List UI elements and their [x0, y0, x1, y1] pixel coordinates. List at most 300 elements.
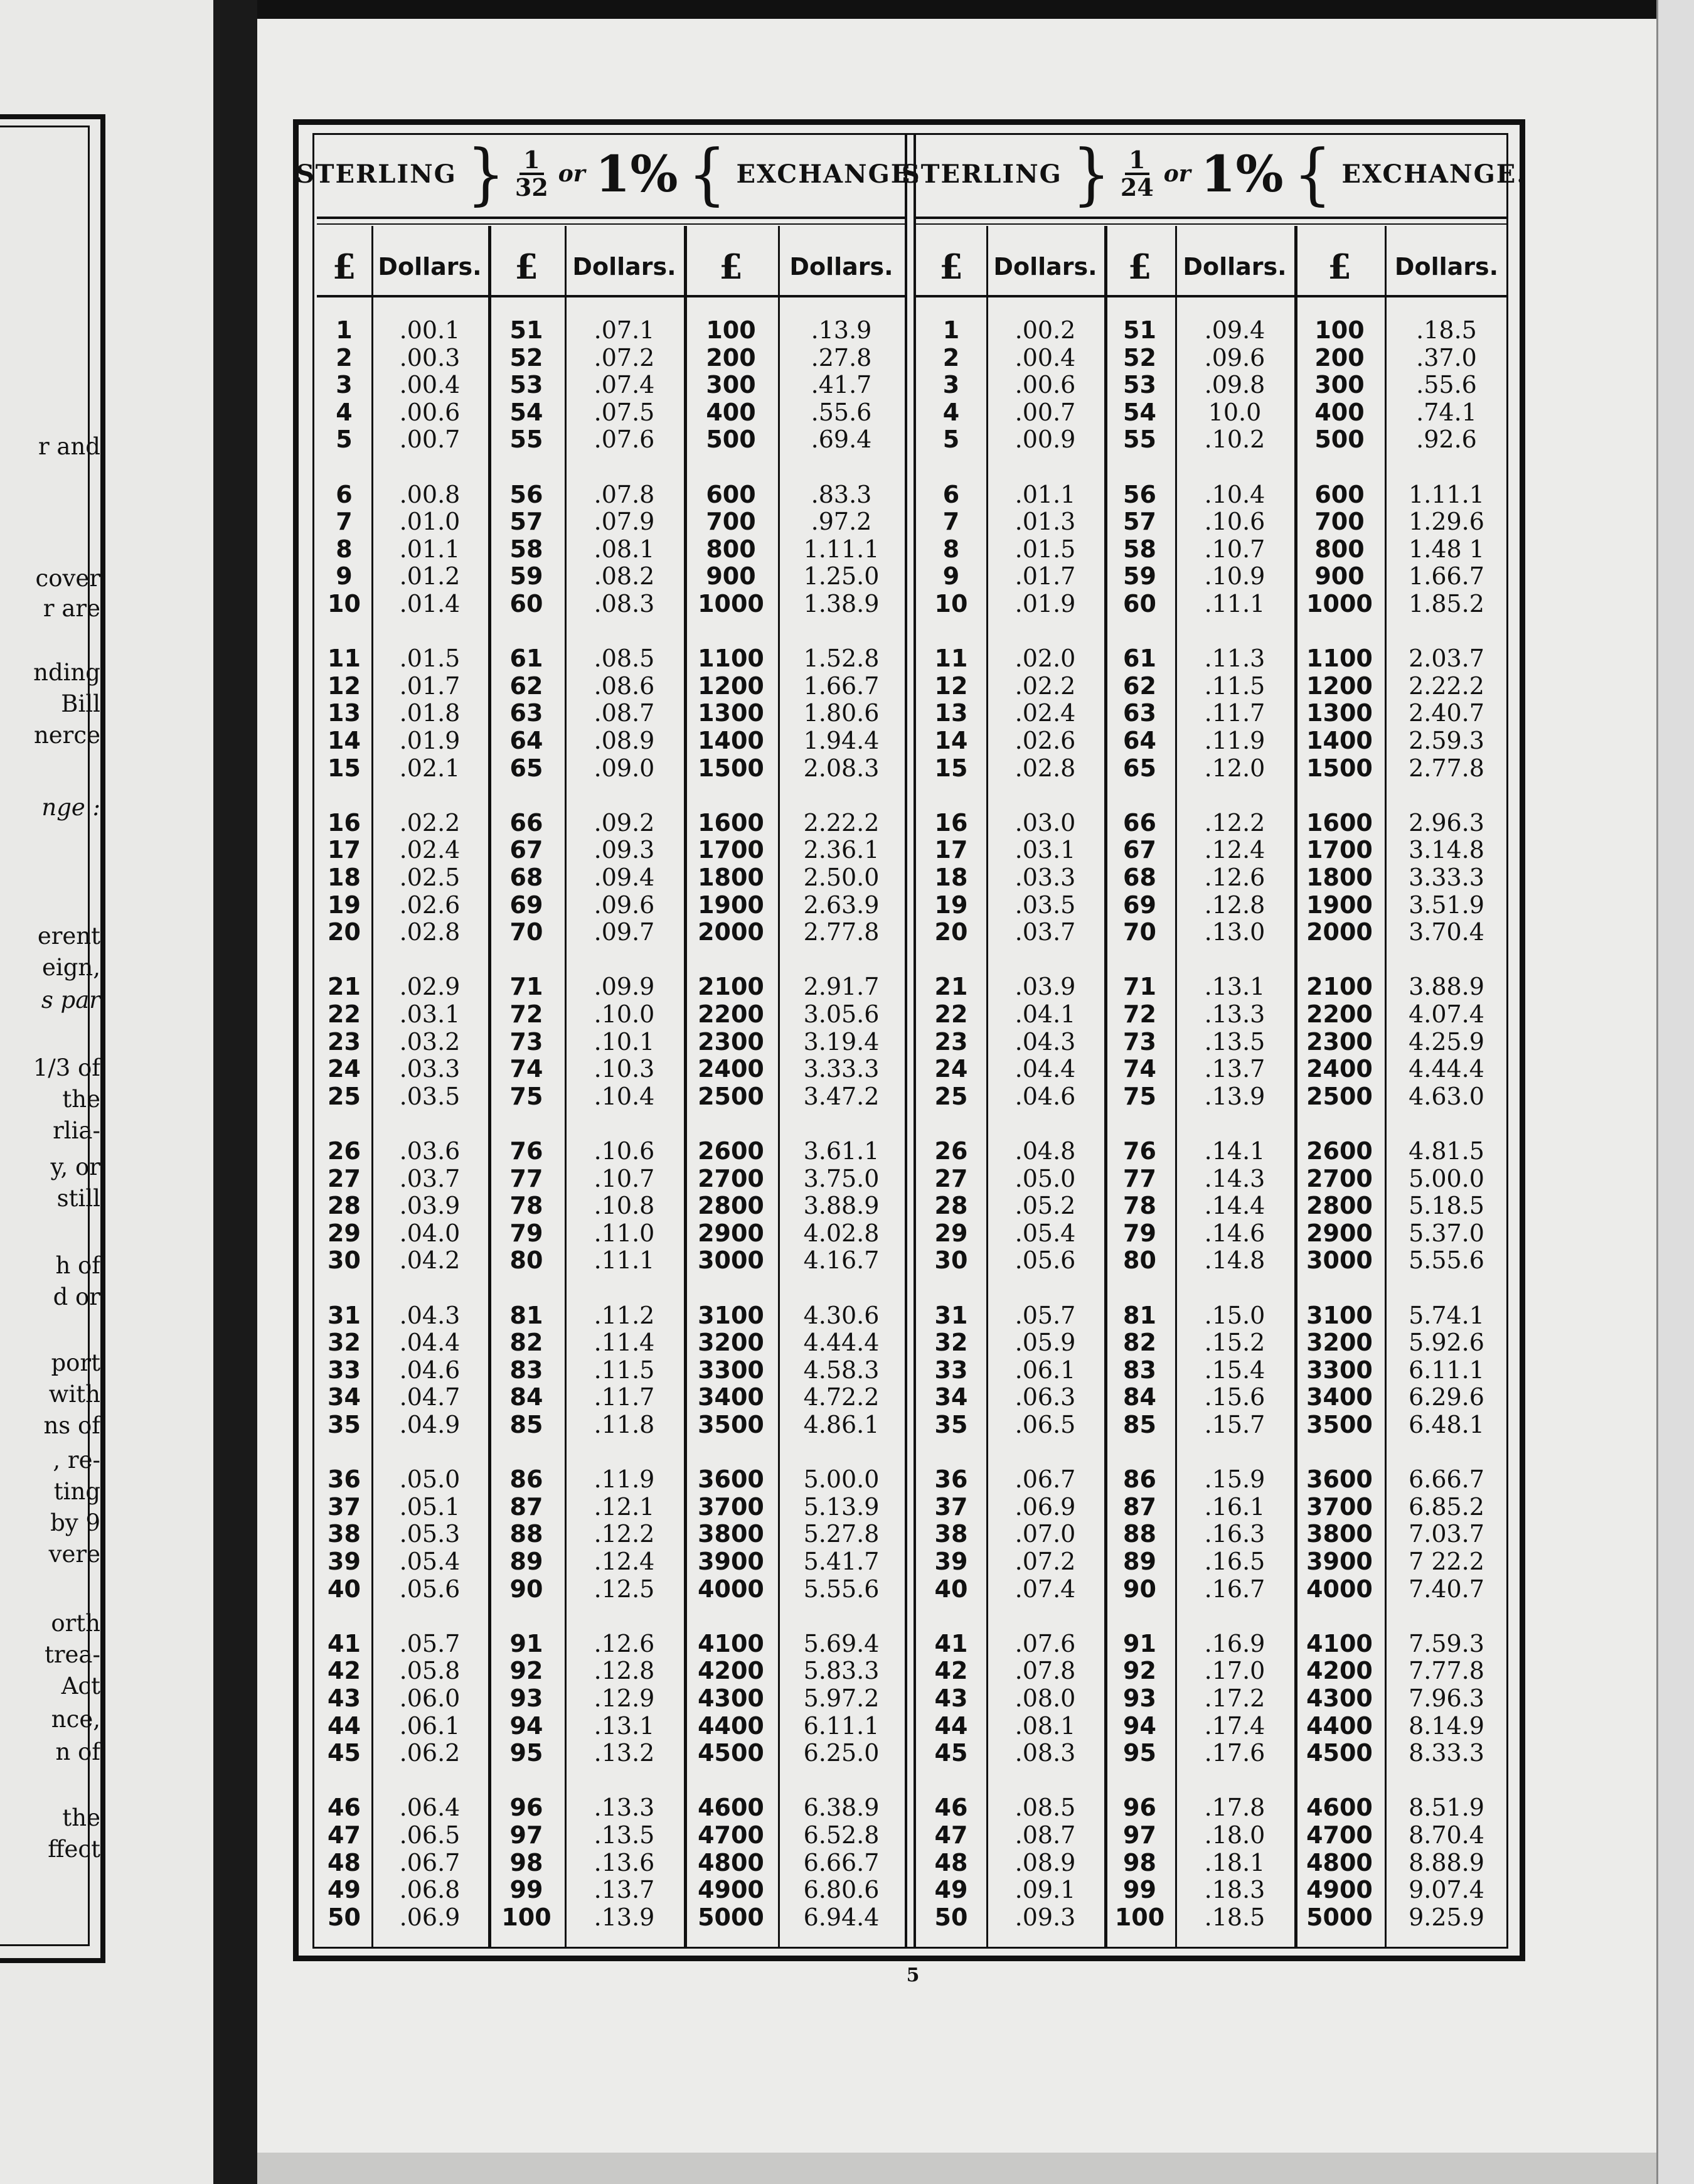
- pounds-cell: 1300: [698, 699, 764, 727]
- pounds-cell: 1600: [698, 808, 764, 837]
- pounds-cell: 36: [328, 1465, 361, 1494]
- pounds-cell: 49: [934, 1876, 968, 1904]
- pounds-cell: 39: [328, 1548, 361, 1575]
- pounds-cell: 2500: [698, 1082, 764, 1110]
- dollars-cell: .06.7: [399, 1848, 461, 1876]
- pounds-cell: 2800: [1306, 1192, 1373, 1220]
- pounds-cell: 2700: [1306, 1164, 1373, 1192]
- pounds-cell: 81: [509, 1301, 543, 1329]
- dollars-cell: 1.66.7: [803, 672, 880, 700]
- dollars-cell: .01.5: [399, 645, 461, 673]
- dollars-cell: .02.6: [399, 891, 461, 919]
- dollars-cell: 6.25.0: [803, 1739, 880, 1767]
- dollars-cell: .09.6: [1204, 343, 1265, 372]
- dollars-cell: .04.6: [1015, 1082, 1076, 1110]
- dollars-cell: .06.5: [399, 1821, 461, 1849]
- dollars-cell: .01.3: [1015, 508, 1076, 536]
- dollars-cell: 4.16.7: [803, 1246, 880, 1275]
- pounds-cell: 18: [934, 864, 968, 891]
- dollars-cell: .17.4: [1204, 1711, 1265, 1740]
- pounds-cell: 94: [1123, 1711, 1156, 1740]
- dollars-cell: .08.1: [1015, 1711, 1076, 1740]
- pounds-cell: 35: [934, 1411, 968, 1438]
- dollars-cell: .15.4: [1204, 1356, 1265, 1384]
- dollars-cell: .07.1: [594, 316, 655, 344]
- dollars-cell: .00.9: [1015, 426, 1076, 454]
- pounds-cell: 89: [1123, 1548, 1156, 1575]
- pounds-cell: 86: [509, 1465, 543, 1494]
- dollars-cell: 8.51.9: [1409, 1794, 1484, 1822]
- pounds-cell: 4600: [698, 1794, 764, 1822]
- column-header-pounds: £: [332, 247, 356, 287]
- pounds-cell: 200: [1314, 343, 1365, 372]
- left-page-text-line: nding: [33, 659, 100, 686]
- pounds-cell: 75: [1123, 1082, 1156, 1110]
- pounds-cell: 59: [509, 562, 543, 591]
- pounds-cell: 87: [509, 1492, 543, 1521]
- dollars-cell: .07.6: [594, 426, 655, 454]
- pounds-cell: 2500: [1306, 1082, 1373, 1110]
- pounds-cell: 1500: [1306, 754, 1373, 782]
- dollars-cell: 6.52.8: [803, 1821, 880, 1849]
- pounds-cell: 2400: [1306, 1055, 1373, 1083]
- left-page-text-line: cover: [35, 565, 100, 592]
- pounds-cell: 19: [328, 891, 361, 919]
- pounds-cell: 600: [1314, 480, 1365, 508]
- pounds-cell: 1000: [1306, 590, 1373, 618]
- dollars-cell: .13.1: [594, 1711, 655, 1740]
- pounds-cell: 82: [1123, 1329, 1156, 1357]
- dollars-cell: .07.2: [594, 343, 655, 372]
- pounds-cell: 6: [336, 480, 353, 508]
- brace-open: {: [1293, 135, 1332, 213]
- pounds-cell: 3400: [1306, 1383, 1373, 1411]
- pounds-cell: 93: [1123, 1684, 1156, 1712]
- pounds-cell: 97: [509, 1821, 543, 1849]
- dollars-cell: .11.7: [594, 1383, 655, 1411]
- dollars-cell: .03.5: [1015, 891, 1076, 919]
- pounds-cell: 800: [1314, 535, 1365, 563]
- pounds-cell: 28: [934, 1192, 968, 1220]
- column-header-dollars: Dollars.: [378, 253, 482, 281]
- dollars-cell: .02.2: [399, 808, 461, 837]
- dollars-cell: .09.0: [594, 754, 655, 782]
- pounds-cell: 2000: [698, 918, 764, 946]
- pounds-cell: 4000: [1306, 1575, 1373, 1603]
- dollars-cell: 2.03.7: [1409, 645, 1484, 673]
- dollars-cell: .08.2: [594, 562, 655, 591]
- pounds-cell: 4500: [1306, 1739, 1373, 1767]
- dollars-cell: 6.80.6: [803, 1876, 880, 1904]
- dollars-cell: 1.11.1: [1409, 480, 1484, 508]
- dollars-cell: 5.69.4: [803, 1629, 880, 1657]
- pounds-cell: 54: [509, 398, 543, 426]
- header-percent: [595, 144, 678, 203]
- dollars-cell: .04.2: [399, 1246, 461, 1275]
- pounds-cell: 4000: [698, 1575, 764, 1603]
- dollars-cell: .14.8: [1204, 1246, 1265, 1275]
- dollars-cell: .09.3: [594, 836, 655, 864]
- pounds-cell: 24: [934, 1055, 968, 1083]
- pounds-cell: 43: [934, 1684, 968, 1712]
- fraction-denominator: 32: [514, 173, 548, 201]
- pounds-cell: 700: [706, 508, 756, 536]
- dollars-cell: .09.8: [1204, 371, 1265, 399]
- dollars-cell: .11.7: [1204, 699, 1265, 727]
- left-page-text-line: eign,: [41, 954, 100, 981]
- left-page-text-line: n of: [55, 1738, 100, 1765]
- pounds-cell: 23: [934, 1027, 968, 1056]
- dollars-cell: .18.5: [1204, 1903, 1265, 1931]
- pounds-cell: 4500: [698, 1739, 764, 1767]
- dollars-cell: .13.3: [1204, 1000, 1265, 1028]
- dollars-cell: 6.38.9: [803, 1794, 880, 1822]
- pounds-cell: 61: [1123, 645, 1156, 673]
- dollars-cell: .02.6: [1015, 727, 1076, 754]
- dollars-cell: .01.2: [399, 562, 461, 591]
- dollars-cell: .08.7: [1015, 1821, 1076, 1849]
- pounds-cell: 100: [1314, 316, 1365, 344]
- pounds-cell: 96: [509, 1794, 543, 1822]
- dollars-cell: 2.08.3: [803, 754, 880, 782]
- brace-close: }: [1072, 135, 1111, 213]
- dollars-cell: .04.0: [399, 1219, 461, 1247]
- dollars-cell: 2.77.8: [803, 918, 880, 946]
- dollars-cell: .06.9: [1015, 1492, 1076, 1521]
- dollars-cell: .09.4: [1204, 316, 1265, 344]
- pounds-cell: 21: [934, 973, 968, 1001]
- right-table-header: [901, 133, 1527, 215]
- pounds-cell: 24: [328, 1055, 361, 1083]
- pounds-cell: 3800: [698, 1520, 764, 1548]
- dollars-cell: .10.4: [594, 1082, 655, 1110]
- dollars-cell: .06.1: [1015, 1356, 1076, 1384]
- dollars-cell: .10.1: [594, 1027, 655, 1056]
- pounds-cell: 3300: [1306, 1356, 1373, 1384]
- dollars-cell: .05.6: [1015, 1246, 1076, 1275]
- dollars-cell: .05.4: [1015, 1219, 1076, 1247]
- pounds-cell: 70: [509, 918, 543, 946]
- pounds-cell: 4600: [1306, 1794, 1373, 1822]
- dollars-cell: 4.72.2: [803, 1383, 880, 1411]
- dollars-cell: 5.55.6: [803, 1575, 880, 1603]
- dollars-cell: .12.0: [1204, 754, 1265, 782]
- dollars-cell: .02.2: [1015, 672, 1076, 700]
- pounds-cell: 78: [509, 1192, 543, 1220]
- dollars-cell: .08.6: [594, 672, 655, 700]
- pounds-cell: 32: [328, 1329, 361, 1357]
- dollars-cell: .13.9: [1204, 1082, 1265, 1110]
- dollars-cell: .18.3: [1204, 1876, 1265, 1904]
- dollars-cell: 1.66.7: [1409, 562, 1484, 591]
- dollars-cell: .06.7: [1015, 1465, 1076, 1494]
- pounds-cell: 27: [934, 1164, 968, 1192]
- pounds-cell: 3700: [698, 1492, 764, 1521]
- dollars-cell: .02.5: [399, 864, 461, 891]
- pounds-cell: 91: [1123, 1629, 1156, 1657]
- dollars-cell: .14.4: [1204, 1192, 1265, 1220]
- dollars-cell: .00.2: [1015, 316, 1076, 344]
- pounds-cell: 37: [934, 1492, 968, 1521]
- dollars-cell: .04.1: [1015, 1000, 1076, 1028]
- pounds-cell: 64: [509, 727, 543, 754]
- left-page-text-line: vere: [48, 1541, 100, 1568]
- pounds-cell: 10: [328, 590, 361, 618]
- dollars-cell: 1.48 1: [1409, 535, 1484, 563]
- pounds-cell: 63: [509, 699, 543, 727]
- dollars-cell: .10.7: [594, 1164, 655, 1192]
- pounds-cell: 79: [509, 1219, 543, 1247]
- pounds-cell: 400: [1314, 398, 1365, 426]
- dollars-cell: .12.1: [594, 1492, 655, 1521]
- left-page-text-line: ting: [53, 1478, 100, 1505]
- pounds-cell: 11: [328, 645, 361, 673]
- dollars-cell: .08.0: [1015, 1684, 1076, 1712]
- dollars-cell: .04.6: [399, 1356, 461, 1384]
- pounds-cell: 93: [509, 1684, 543, 1712]
- pounds-cell: 4900: [698, 1876, 764, 1904]
- dollars-cell: 2.63.9: [803, 891, 880, 919]
- pounds-cell: 3700: [1306, 1492, 1373, 1521]
- pounds-cell: 5000: [1306, 1903, 1373, 1931]
- pounds-cell: 72: [509, 1000, 543, 1028]
- pounds-cell: 12: [934, 672, 968, 700]
- dollars-cell: .11.8: [594, 1411, 655, 1438]
- pounds-cell: 700: [1314, 508, 1365, 536]
- horizontal-rule: [916, 217, 1508, 219]
- dollars-cell: .12.2: [594, 1520, 655, 1548]
- pounds-cell: 2100: [698, 973, 764, 1001]
- pounds-cell: 3800: [1306, 1520, 1373, 1548]
- pounds-cell: 3500: [1306, 1411, 1373, 1438]
- horizontal-rule: [916, 223, 1508, 225]
- dollars-cell: .16.5: [1204, 1548, 1265, 1575]
- left-page-text-line: Bill: [61, 690, 100, 717]
- pounds-cell: 2600: [1306, 1137, 1373, 1165]
- pounds-cell: 83: [1123, 1356, 1156, 1384]
- dollars-cell: .00.6: [1015, 371, 1076, 399]
- dollars-cell: 8.14.9: [1409, 1711, 1484, 1740]
- pounds-cell: 2200: [1306, 1000, 1373, 1028]
- pounds-cell: 1000: [698, 590, 764, 618]
- left-page-text-line: port: [51, 1349, 100, 1376]
- dollars-cell: .02.8: [399, 918, 461, 946]
- pounds-cell: 61: [509, 645, 543, 673]
- dollars-cell: 1.85.2: [1409, 590, 1484, 618]
- dollars-cell: .12.5: [594, 1575, 655, 1603]
- left-page-text-line: , re-: [53, 1447, 100, 1474]
- pounds-cell: 900: [1314, 562, 1365, 591]
- dollars-cell: .17.6: [1204, 1739, 1265, 1767]
- dollars-cell: 7 22.2: [1409, 1548, 1484, 1575]
- dollars-cell: .13.3: [594, 1794, 655, 1822]
- pounds-cell: 62: [509, 672, 543, 700]
- dollars-cell: .13.6: [594, 1848, 655, 1876]
- dollars-cell: .00.3: [399, 343, 461, 372]
- pounds-cell: 22: [934, 1000, 968, 1028]
- dollars-cell: .01.0: [399, 508, 461, 536]
- pounds-cell: 2: [336, 343, 353, 372]
- pounds-cell: 1100: [698, 645, 764, 673]
- pounds-cell: 34: [934, 1383, 968, 1411]
- pounds-cell: 70: [1123, 918, 1156, 946]
- dollars-cell: .12.9: [594, 1684, 655, 1712]
- fraction: [515, 147, 548, 200]
- dollars-cell: .14.6: [1204, 1219, 1265, 1247]
- dollars-cell: 8.88.9: [1409, 1848, 1484, 1876]
- dollars-cell: 2.50.0: [803, 864, 880, 891]
- dollars-cell: .14.3: [1204, 1164, 1265, 1192]
- pounds-cell: 4300: [1306, 1684, 1373, 1712]
- dollars-cell: 3.19.4: [803, 1027, 880, 1056]
- pounds-cell: 73: [509, 1027, 543, 1056]
- dollars-cell: .07.8: [594, 480, 655, 508]
- dollars-cell: .03.7: [1015, 918, 1076, 946]
- dollars-cell: .15.2: [1204, 1329, 1265, 1357]
- pounds-cell: 65: [509, 754, 543, 782]
- pounds-cell: 3200: [698, 1329, 764, 1357]
- dollars-cell: .02.0: [1015, 645, 1076, 673]
- pounds-cell: 58: [509, 535, 543, 563]
- pounds-cell: 56: [1123, 480, 1156, 508]
- pounds-cell: 30: [328, 1246, 361, 1275]
- dollars-cell: .03.3: [399, 1055, 461, 1083]
- left-page-text-line: nerce: [33, 722, 100, 749]
- pounds-cell: 4800: [1306, 1848, 1373, 1876]
- pounds-cell: 46: [934, 1794, 968, 1822]
- dollars-cell: .83.3: [811, 480, 872, 508]
- pounds-cell: 9: [942, 562, 960, 591]
- dollars-cell: 4.44.4: [1409, 1055, 1484, 1083]
- percent-one: 1: [1200, 144, 1236, 203]
- pounds-cell: 100: [1114, 1903, 1165, 1931]
- pounds-cell: 3900: [1306, 1548, 1373, 1575]
- pounds-cell: 1200: [1306, 672, 1373, 700]
- dollars-cell: .01.1: [399, 535, 461, 563]
- dollars-cell: 2.22.2: [803, 808, 880, 837]
- pounds-cell: 33: [328, 1356, 361, 1384]
- dollars-cell: .11.4: [594, 1329, 655, 1357]
- pounds-cell: 100: [706, 316, 756, 344]
- dollars-cell: .03.6: [399, 1137, 461, 1165]
- pounds-cell: 3000: [1306, 1246, 1373, 1275]
- dollars-cell: 1.25.0: [803, 562, 880, 591]
- pounds-cell: 56: [509, 480, 543, 508]
- pounds-cell: 3400: [698, 1383, 764, 1411]
- column-header-pounds: £: [939, 247, 963, 287]
- pounds-cell: 67: [1123, 836, 1156, 864]
- dollars-cell: .08.3: [594, 590, 655, 618]
- pounds-cell: 98: [1123, 1848, 1156, 1876]
- dollars-cell: .13.0: [1204, 918, 1265, 946]
- horizontal-rule: [317, 295, 905, 297]
- dollars-cell: .02.4: [1015, 699, 1076, 727]
- dollars-cell: .15.7: [1204, 1411, 1265, 1438]
- dollars-cell: .07.4: [594, 371, 655, 399]
- dollars-cell: 2.91.7: [803, 973, 880, 1001]
- pounds-cell: 4200: [698, 1657, 764, 1685]
- dollars-cell: .10.0: [594, 1000, 655, 1028]
- dollars-cell: .10.6: [1204, 508, 1265, 536]
- pounds-cell: 21: [328, 973, 361, 1001]
- left-page-text-line: nge :: [41, 794, 100, 821]
- dollars-cell: 5.27.8: [803, 1520, 880, 1548]
- pounds-cell: 200: [706, 343, 756, 372]
- pounds-cell: 44: [328, 1711, 361, 1740]
- header-sterling: STERLING: [901, 159, 1062, 189]
- dollars-cell: .10.4: [1204, 480, 1265, 508]
- dollars-cell: 4.07.4: [1409, 1000, 1484, 1028]
- pounds-cell: 4700: [698, 1821, 764, 1849]
- column-header-dollars: Dollars.: [1183, 253, 1287, 281]
- dollars-cell: .07.5: [594, 398, 655, 426]
- fraction: [1121, 147, 1154, 200]
- pounds-cell: 45: [934, 1739, 968, 1767]
- left-table-header: [296, 133, 922, 215]
- pounds-cell: 300: [706, 371, 756, 399]
- fraction-numerator: 1: [1125, 147, 1149, 175]
- dollars-cell: .01.4: [399, 590, 461, 618]
- pounds-cell: 90: [1123, 1575, 1156, 1603]
- pounds-cell: 1300: [1306, 699, 1373, 727]
- dollars-cell: .05.2: [1015, 1192, 1076, 1220]
- pounds-cell: 18: [328, 864, 361, 891]
- dollars-cell: .13.7: [594, 1876, 655, 1904]
- header-or: or: [558, 161, 585, 187]
- dollars-cell: 5.37.0: [1409, 1219, 1484, 1247]
- pounds-cell: 3100: [698, 1301, 764, 1329]
- pounds-cell: 5000: [698, 1903, 764, 1931]
- dollars-cell: 2.77.8: [1409, 754, 1484, 782]
- pounds-cell: 26: [934, 1137, 968, 1165]
- dollars-cell: 6.85.2: [1409, 1492, 1484, 1521]
- pounds-cell: 48: [934, 1848, 968, 1876]
- pounds-cell: 52: [509, 343, 543, 372]
- column-header-pounds: £: [719, 247, 743, 287]
- dollars-cell: .02.4: [399, 836, 461, 864]
- dollars-cell: 7.96.3: [1409, 1684, 1484, 1712]
- pounds-cell: 4300: [698, 1684, 764, 1712]
- left-page-text-line: y, or: [50, 1154, 100, 1180]
- dollars-cell: 10.0: [1208, 398, 1262, 426]
- pounds-cell: 67: [509, 836, 543, 864]
- dollars-cell: .27.8: [811, 343, 872, 372]
- pounds-cell: 1500: [698, 754, 764, 782]
- column-header-pounds: £: [1127, 247, 1152, 287]
- pounds-cell: 10: [934, 590, 968, 618]
- dollars-cell: .04.4: [1015, 1055, 1076, 1083]
- percent-sign: %: [1235, 144, 1284, 203]
- dollars-cell: .04.9: [399, 1411, 461, 1438]
- pounds-cell: 51: [509, 316, 543, 344]
- pounds-cell: 40: [934, 1575, 968, 1603]
- dollars-cell: .04.3: [399, 1301, 461, 1329]
- pounds-cell: 300: [1314, 371, 1365, 399]
- dollars-cell: 2.22.2: [1409, 672, 1484, 700]
- pounds-cell: 4100: [1306, 1629, 1373, 1657]
- pounds-cell: 87: [1123, 1492, 1156, 1521]
- left-page-text-line: rlia-: [53, 1117, 100, 1144]
- left-page-text-line: ffect: [48, 1836, 100, 1863]
- dollars-cell: 3.88.9: [1409, 973, 1484, 1001]
- dollars-cell: .01.5: [1015, 535, 1076, 563]
- pounds-cell: 78: [1123, 1192, 1156, 1220]
- dollars-cell: .92.6: [1416, 426, 1477, 454]
- left-page-text-line: 1/3 of: [33, 1054, 100, 1081]
- dollars-cell: .06.2: [399, 1739, 461, 1767]
- pounds-cell: 11: [934, 645, 968, 673]
- pounds-cell: 68: [509, 864, 543, 891]
